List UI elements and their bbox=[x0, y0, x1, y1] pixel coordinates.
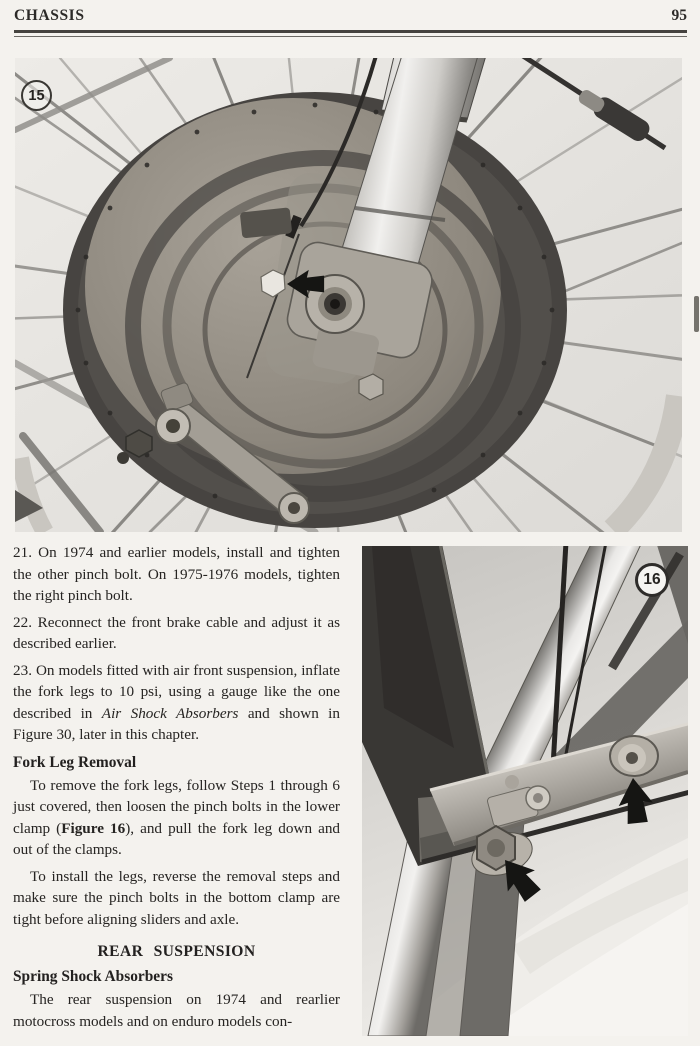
chapter-title: CHASSIS bbox=[14, 7, 85, 24]
text-column bbox=[13, 542, 340, 1032]
step-23 bbox=[13, 660, 340, 746]
fork-clamp-illustration bbox=[362, 546, 688, 1036]
figure-15-badge bbox=[21, 80, 52, 111]
header-rule-thin bbox=[14, 36, 687, 37]
spring-shock-absorbers-heading: Spring Shock Absorbers bbox=[13, 968, 173, 985]
brake-drum-illustration bbox=[15, 58, 682, 532]
fork-leg-removal-heading: Fork Leg Removal bbox=[13, 753, 137, 771]
scan-artifact bbox=[694, 296, 699, 332]
step-22: 22. Reconnect the front brake cable and adjust it as described earlier. bbox=[13, 613, 340, 652]
header-rule-thick bbox=[14, 30, 687, 33]
figure-16-reference: Figure 16 bbox=[61, 819, 126, 837]
flr-p1-text: To remove the fork legs, follow Steps 1 through 6 just covered, then loosen the pinch bolts in the lower clamp ( bbox=[13, 776, 340, 837]
fork-leg-removal-para-1 bbox=[13, 775, 340, 861]
clamp-nut-right bbox=[610, 736, 658, 776]
figure-16-badge bbox=[635, 563, 669, 597]
rear-suspension-heading: REAR SUSPENSION bbox=[97, 943, 256, 960]
step-23-italic-ref: Air Shock Absorbers bbox=[101, 704, 239, 722]
figure-15-photo bbox=[15, 58, 682, 532]
page-number: 95 bbox=[671, 7, 687, 24]
flr-p1-text-end: ), and pull the fork leg down and out of the clamps. bbox=[13, 819, 341, 858]
rear-suspension-para-1: The rear suspension on 1974 and rearlier motocross models and on enduro models con- bbox=[13, 991, 340, 1030]
step-23-text-end: and shown in Figure 30, later in this chapter. bbox=[13, 704, 340, 743]
page-header bbox=[14, 7, 687, 29]
figure-16-photo bbox=[362, 546, 688, 1036]
fork-leg-removal-para-2: To install the legs, reverse the removal steps and make sure the pinch bolts in the bottom clamp are tight before aligning sliders and axle. bbox=[13, 867, 340, 928]
figure-16-number: 16 bbox=[643, 571, 661, 588]
figure-15-number: 15 bbox=[28, 87, 45, 104]
step-23-text: 23. On models fitted with air front suspension, inflate the fork legs to 10 psi, using a gauge like the one described in bbox=[13, 661, 340, 722]
step-21: 21. On 1974 and earlier models, install and tighten the other pinch bolt. On 1975-1976 models, tighten the right pinch bolt. bbox=[13, 544, 340, 604]
